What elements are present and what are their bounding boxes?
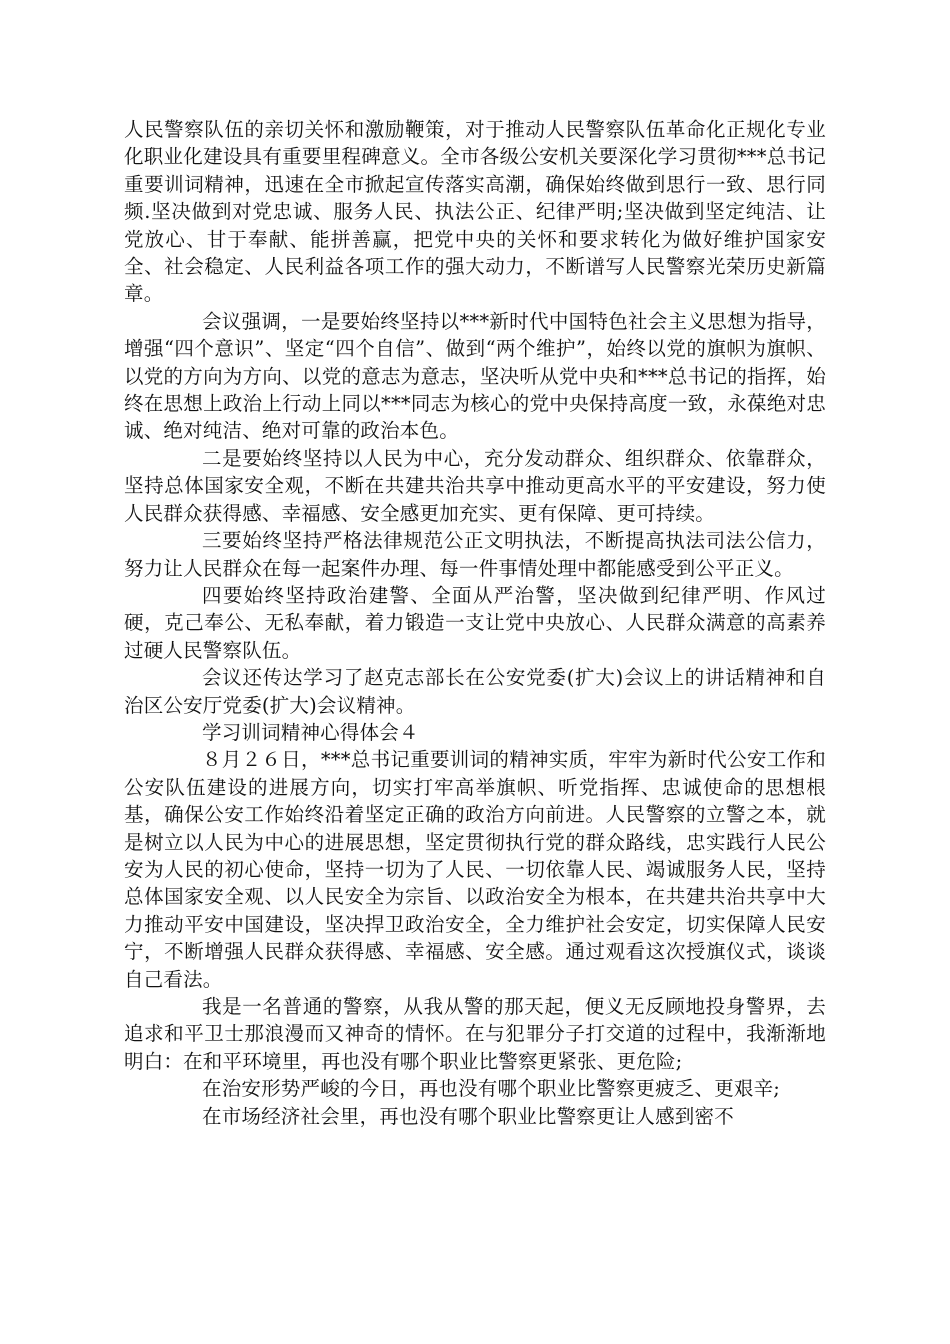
paragraph-8: 我是一名普通的警察，从我从警的那天起，便义无反顾地投身警界，去追求和平卫士那浪漫而又神奇的情怀。在与犯罪分子打交道的过程中，我渐渐地明白：在和平环境里，再也没有哪个职业比警察更紧张、更危险;	[124, 995, 826, 1073]
paragraph-9: 在治安形势严峻的今日，再也没有哪个职业比警察更疲乏、更艰辛;	[202, 1077, 781, 1101]
paragraph-10: 在市场经济社会里，再也没有哪个职业比警察更让人感到密不	[202, 1104, 734, 1128]
paragraph-7: ８月２６日，***总书记重要训词的精神实质，牢牢为新时代公安工作和公安队伍建设的进展方向，切实打牢高举旗帜、听党指挥、忠诚使命的思想根基，确保公安工作始终沿着坚定正确的政治方向前进。人民警察的立警之本，就是树立以人民为中心的进展思想，坚定贯彻执行党的群众路线，忠实践行人民公安为人民的初心使命，坚持一切为了人民、一切依靠人民、竭诚服务人民，坚持总体国家安全观、以人民安全为宗旨、以政治安全为根本，在共建共治共享中大力推动平安中国建设，坚决捍卫政治安全，全力维护社会安定，切实保障人民安宁，不断增强人民群众获得感、幸福感、安全感。通过观看这次授旗仪式，谈谈自己看法。	[124, 748, 826, 991]
document-body	[124, 116, 826, 1130]
paragraph-6: 会议还传达学习了赵克志部长在公安党委(扩大)会议上的讲话精神和自治区公安厅党委(扩大)会议精神。	[124, 666, 826, 717]
paragraph-2: 会议强调，一是要始终坚持以***新时代中国特色社会主义思想为指导，增强“四个意识”、坚定“四个自信”、做到“两个维护”，始终以党的旗帜为旗帜、以党的方向为方向、以党的意志为意志，坚决听从党中央和***总书记的指挥，始终在思想上政治上行动上同以***同志为核心的党中央保持高度一致，永葆绝对忠诚、绝对纯洁、绝对可靠的政治本色。	[124, 309, 826, 443]
paragraph-5: 四要始终坚持政治建警、全面从严治警，坚决做到纪律严明、作风过硬，克己奉公、无私奉献，着力锻造一支让党中央放心、人民群众满意的高素养过硬人民警察队伍。	[124, 583, 826, 662]
paragraph-4: 三要始终坚持严格法律规范公正文明执法，不断提高执法司法公信力，努力让人民群众在每一起案件办理、每一件事情处理中都能感受到公平正义。	[124, 529, 826, 580]
section-heading: 学习训词精神心得体会４	[202, 720, 419, 744]
paragraph-3: 二是要始终坚持以人民为中心，充分发动群众、组织群众、依靠群众，坚持总体国家安全观，不断在共建共治共享中推动更高水平的平安建设，努力使人民群众获得感、幸福感、安全感更加充实、更有保障、更可持续。	[124, 446, 826, 525]
paragraph-1: 人民警察队伍的亲切关怀和激励鞭策，对于推动人民警察队伍革命化正规化专业化职业化建设具有重要里程碑意义。全市各级公安机关要深化学习贯彻***总书记重要训词精神，迅速在全市掀起宣传落实高潮，确保始终做到思行一致、思行同频.坚决做到对党忠诚、服务人民、执法公正、纪律严明;坚决做到坚定纯洁、让党放心、甘于奉献、能拼善赢，把党中央的关怀和要求转化为做好维护国家安全、社会稳定、人民利益各项工作的强大动力，不断谱写人民警察光荣历史新篇章。	[124, 118, 826, 306]
